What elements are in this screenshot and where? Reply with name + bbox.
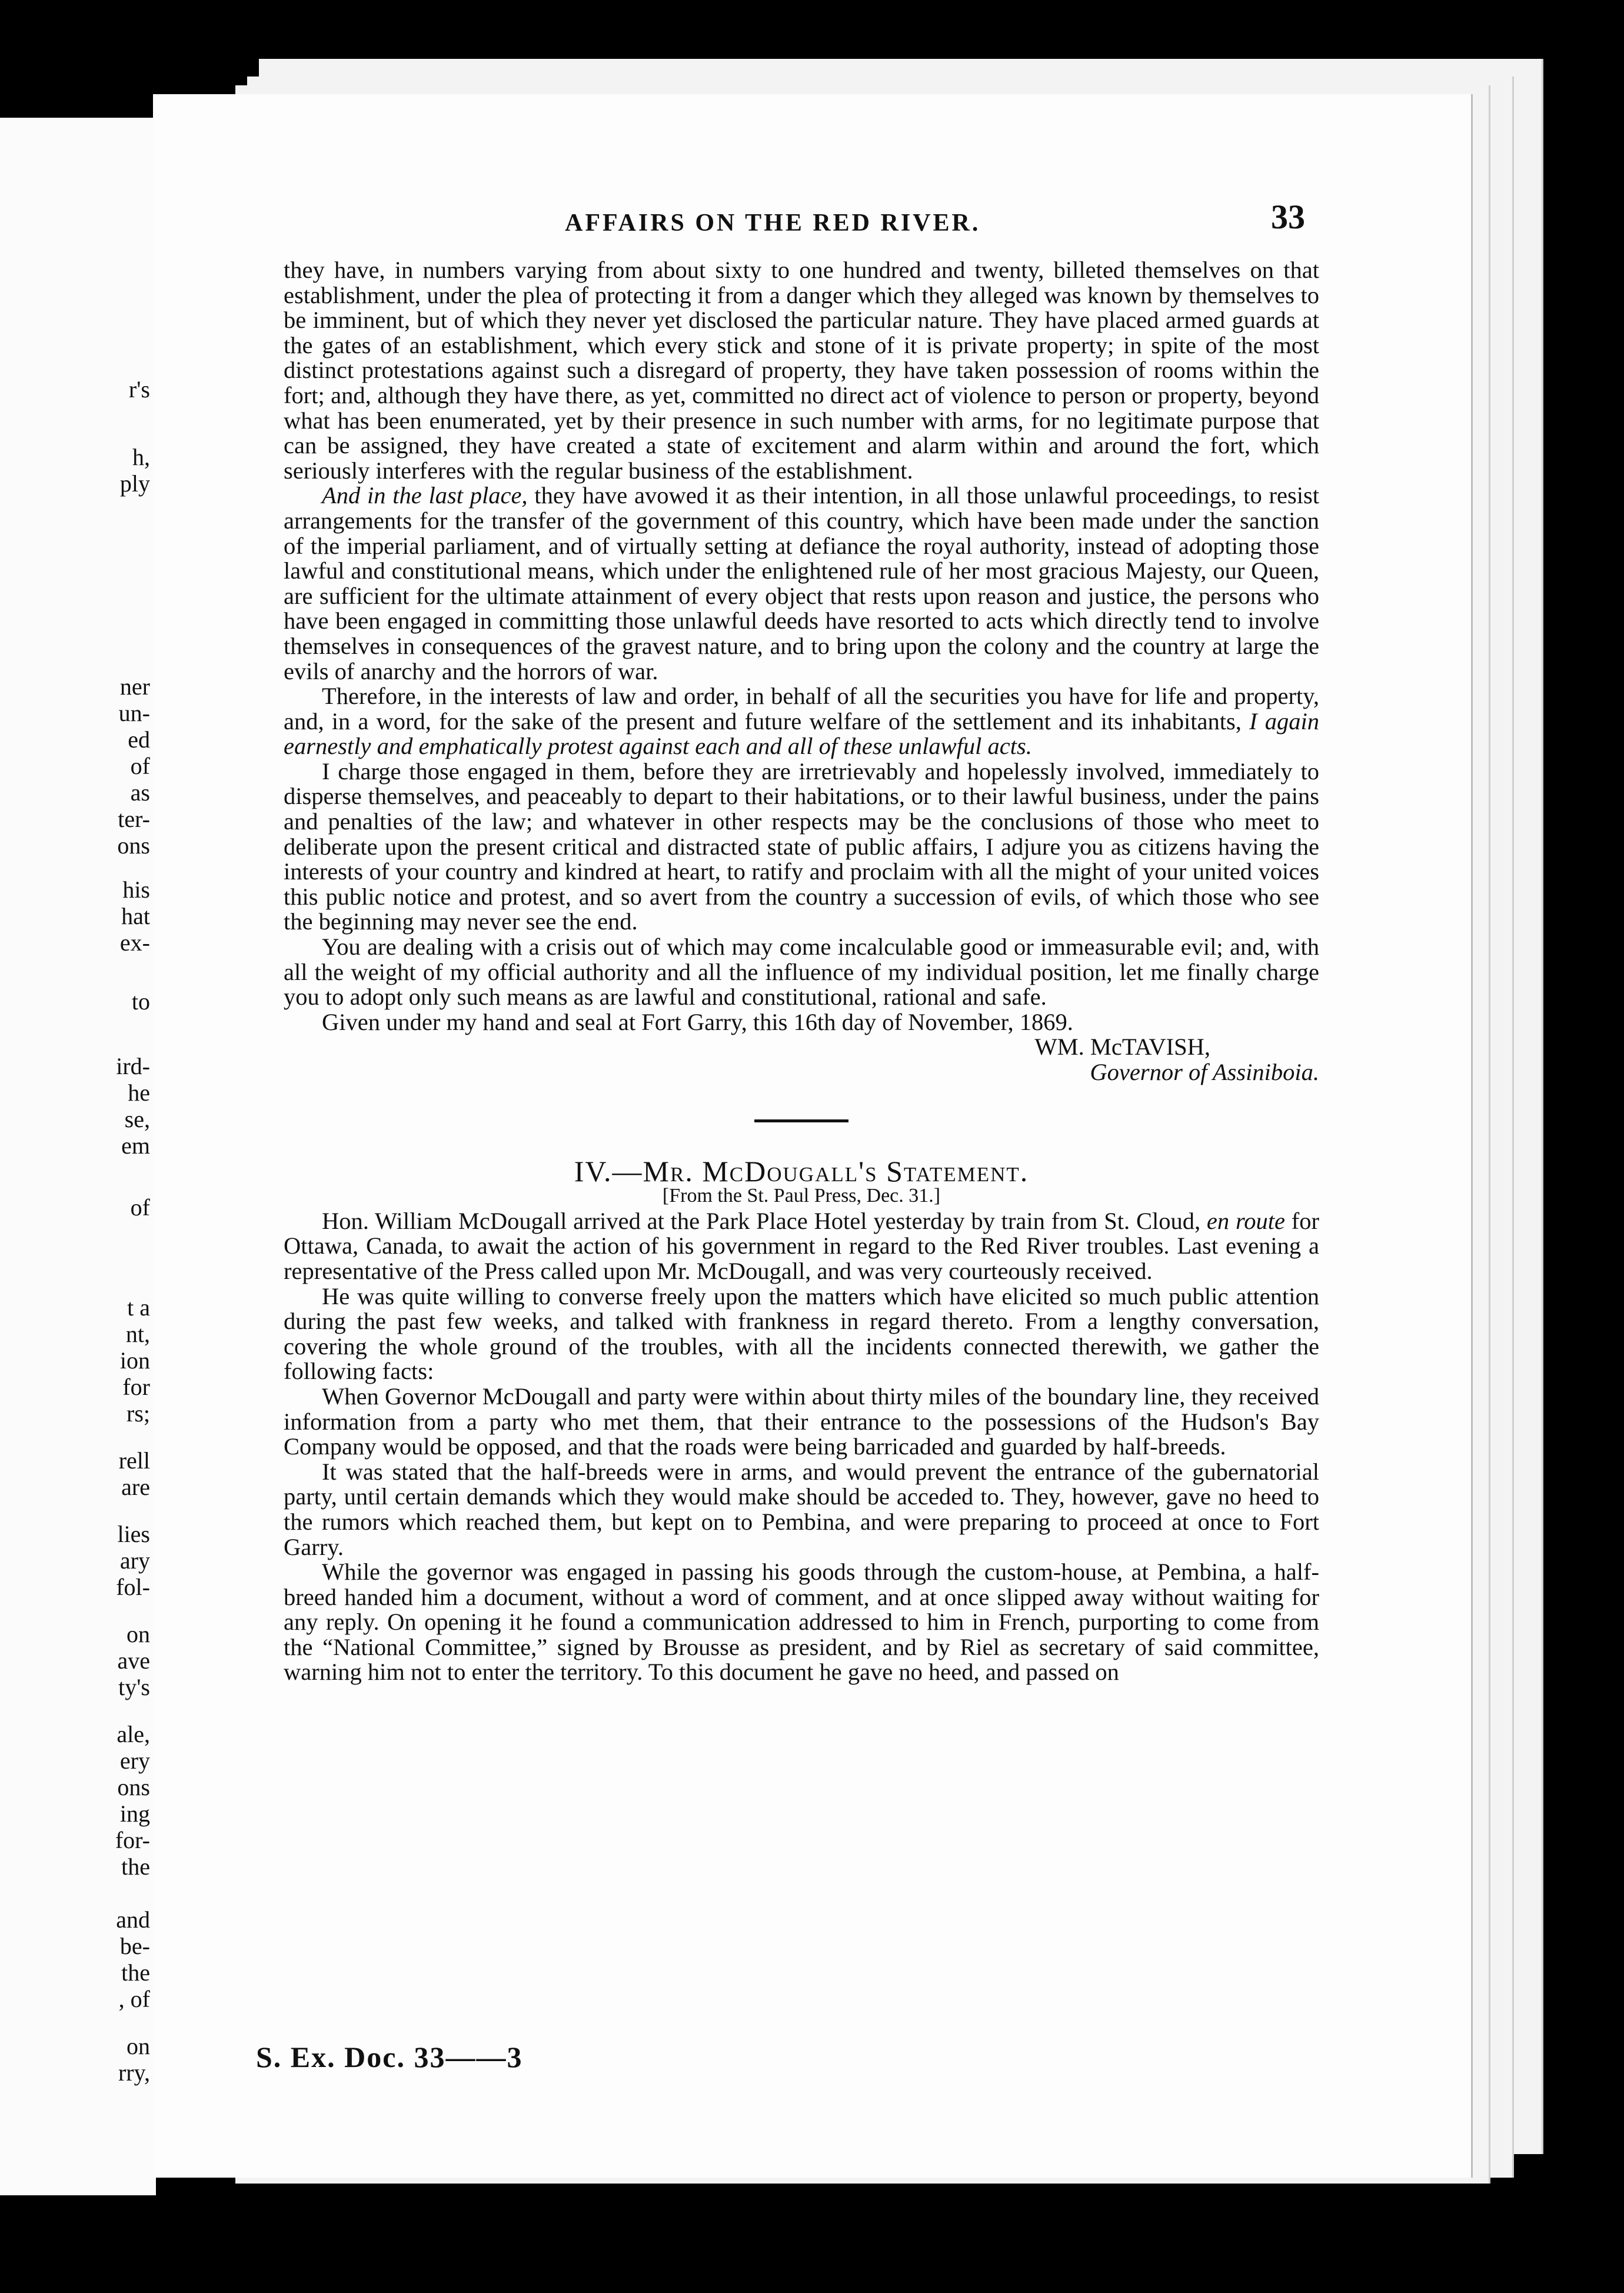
- margin-fragment: as: [130, 779, 150, 806]
- document-signature-line: S. Ex. Doc. 33——3: [256, 2041, 523, 2073]
- margin-fragment: un-: [118, 700, 150, 726]
- margin-fragment: the: [121, 1853, 150, 1880]
- margin-fragment: ary: [119, 1547, 150, 1574]
- margin-fragment: h,: [132, 444, 150, 470]
- section-divider: [754, 1119, 848, 1122]
- section-title: IV.—Mr. McDougall's Statement.: [574, 1154, 1029, 1188]
- article-paragraph: When Governor McDougall and party were within about thirty miles of the boundary line, they received information from a party who met them, that their entrance to the possessions of the Hudson's Bay Company would be opposed, and that the roads were being barricaded and guarded by half-breeds.: [284, 1383, 1319, 1460]
- article-paragraph: He was quite willing to converse freely upon the matters which have elicited so much public attention during the past few weeks, and talked with frankness in regard thereto. From a lengthy conversation, covering the whole ground of the troubles, with all the incidents connected therewith, we gather the following facts:: [284, 1282, 1319, 1385]
- margin-fragment: to: [131, 988, 150, 1015]
- margin-fragment: ing: [119, 1800, 150, 1827]
- margin-fragment: rs;: [127, 1400, 150, 1427]
- page-body: [284, 258, 1319, 1685]
- margin-fragment: r's: [128, 376, 150, 403]
- proclamation-paragraph: Therefore, in the interests of law and order, in behalf of all the securities you have for life and property, and, in a word, for the sake of the present and future welfare of the settlement and its inhabitants, I again earnestly and emphatically protest against each and all of these unlawful acts.: [284, 683, 1319, 760]
- margin-fragment: ale,: [117, 1721, 150, 1747]
- section-source: [From the St. Paul Press, Dec. 31.]: [662, 1185, 941, 1207]
- margin-fragment: be-: [119, 1933, 150, 1959]
- margin-fragment: for-: [115, 1827, 150, 1853]
- margin-fragment: nt,: [125, 1321, 150, 1347]
- article-paragraph: It was stated that the half-breeds were in arms, and would prevent the entrance of the gubernatorial party, until certain demands which they would make should be acceded to. They, however, gave no heed to the rumors which reached them, but kept on to Pembina, and were preparing to proceed at once to Fort Garry.: [284, 1458, 1319, 1560]
- margin-fragment: ply: [119, 470, 150, 497]
- margin-fragment: rell: [118, 1447, 150, 1474]
- margin-fragment: lies: [117, 1521, 150, 1547]
- margin-fragment: ty's: [118, 1674, 150, 1700]
- margin-fragment: he: [128, 1079, 150, 1106]
- proclamation-paragraph: You are dealing with a crisis out of which may come incalculable good or immeasurable evil; and, with all the weight of my official authority and all the influence of my individual position, let me finally charge you to adopt only such means as are lawful and constitutional, rational and safe.: [284, 933, 1319, 1011]
- margin-fragment: and: [116, 1906, 150, 1933]
- document-page: [153, 94, 1473, 2178]
- margin-fragment: are: [121, 1474, 150, 1500]
- margin-fragment: ner: [119, 673, 150, 700]
- margin-fragment: ons: [117, 832, 150, 859]
- margin-fragment: on: [127, 2033, 150, 2059]
- margin-fragment: of: [130, 753, 150, 779]
- proclamation-paragraph: I charge those engaged in them, before they are irretrievably and hopelessly involved, immediately to disperse themselves, and peaceably to depart to their habitations, or to their lawful business, under the pains and penalties of the law; and whatever in other respects may be the conclusions of those who meet to deliberate upon the present critical and distracted state of public affairs, I adjure you as citizens having the interests of your country and kindred at heart, to ratify and proclaim with all the might of your united voices this public notice and protest, and so avert from the country a succession of evils, of which those who see the beginning may never see the end.: [284, 757, 1319, 935]
- margin-fragment: ex-: [119, 929, 150, 956]
- margin-fragment: the: [121, 1959, 150, 1986]
- margin-fragment: ird-: [116, 1053, 150, 1079]
- italic-lead: And in the last place,: [322, 482, 528, 509]
- margin-fragment: ave: [117, 1647, 150, 1674]
- margin-fragment: ed: [128, 726, 150, 753]
- margin-fragment: fol-: [116, 1574, 150, 1600]
- signatory-name: WM. McTAVISH,: [1034, 1033, 1210, 1061]
- margin-fragment: em: [121, 1132, 150, 1159]
- margin-fragment: , of: [118, 1986, 150, 2012]
- article-paragraph: Hon. William McDougall arrived at the Park Place Hotel yesterday by train from St. Cloud, en route for Ottawa, Canada, to await the action of his government in regard to the Red River troubles. Last evening a representative of the Press called upon Mr. McDougall, and was very courteously received.: [284, 1207, 1319, 1284]
- dateline: Given under my hand and seal at Fort Garry, this 16th day of November, 1869.: [322, 1008, 1073, 1035]
- margin-fragment: se,: [124, 1106, 150, 1132]
- margin-fragment: on: [127, 1621, 150, 1647]
- margin-fragment: rry,: [118, 2059, 150, 2086]
- margin-fragment: of: [130, 1194, 150, 1221]
- page-header: [153, 197, 1471, 244]
- signatory-title: Governor of Assiniboia.: [1090, 1059, 1319, 1085]
- margin-fragment: ons: [117, 1774, 150, 1800]
- article-paragraph: While the governor was engaged in passing his goods through the custom-house, at Pembina, a half-breed handed him a document, without a word of comment, and at once slipped away without waiting for any reply. On opening it he found a communication addressed to him in French, purporting to come from the “National Committee,” signed by Brousse as president, and by Riel as secretary of said committee, warning him not to enter the territory. To this document he gave no heed, and passed on: [284, 1558, 1319, 1686]
- margin-fragment: his: [122, 876, 150, 903]
- margin-fragment: t a: [127, 1294, 150, 1321]
- margin-fragment: for: [122, 1374, 150, 1400]
- proclamation-paragraph: And in the last place, they have avowed it as their intention, in all those unlawful proceedings, to resist arrangements for the transfer of the government of this country, which have been made under the sanction of the imperial parliament, and of virtually setting at defiance the royal authority, instead of adopting those lawful and constitutional means, which under the enlightened rule of her most gracious Majesty, our Queen, are sufficient for the ultimate attainment of every object that rests upon reason and justice, the persons who have been engaged in committing those unlawful deeds have resorted to acts which directly tend to involve themselves in consequences of the gravest nature, and to bring upon the colony and the country at large the evils of anarchy and the horrors of war.: [284, 482, 1319, 684]
- proclamation-paragraph: they have, in numbers varying from about sixty to one hundred and twenty, billeted themselves on that establishment, under the plea of protecting it from a danger which they alleged was known by themselves to be imminent, but of which they never yet disclosed the particular nature. They have placed armed guards at the gates of an establishment, which every stick and stone of it is private property; in spite of the most distinct protestations against such a disregard of property, they have taken possession of rooms within the fort; and, although they have there, as yet, committed no direct act of violence to person or property, beyond what has been enumerated, yet by their presence in such number with arms, for no legitimate purpose that can be assigned, they have created a state of excitement and alarm within and around the fort, which seriously interferes with the regular business of the establishment.: [284, 257, 1319, 484]
- margin-fragment: ter-: [118, 806, 150, 832]
- italic-protest: I again earnestly and emphatically protest against each and all of these unlawful acts.: [284, 707, 1319, 760]
- margin-fragment: hat: [121, 903, 150, 929]
- margin-fragment: ery: [119, 1747, 150, 1774]
- margin-fragment: ion: [119, 1347, 150, 1374]
- facing-page: [0, 118, 156, 2195]
- running-head: AFFAIRS ON THE RED RIVER.: [565, 210, 981, 237]
- page-number: 33: [1271, 198, 1305, 236]
